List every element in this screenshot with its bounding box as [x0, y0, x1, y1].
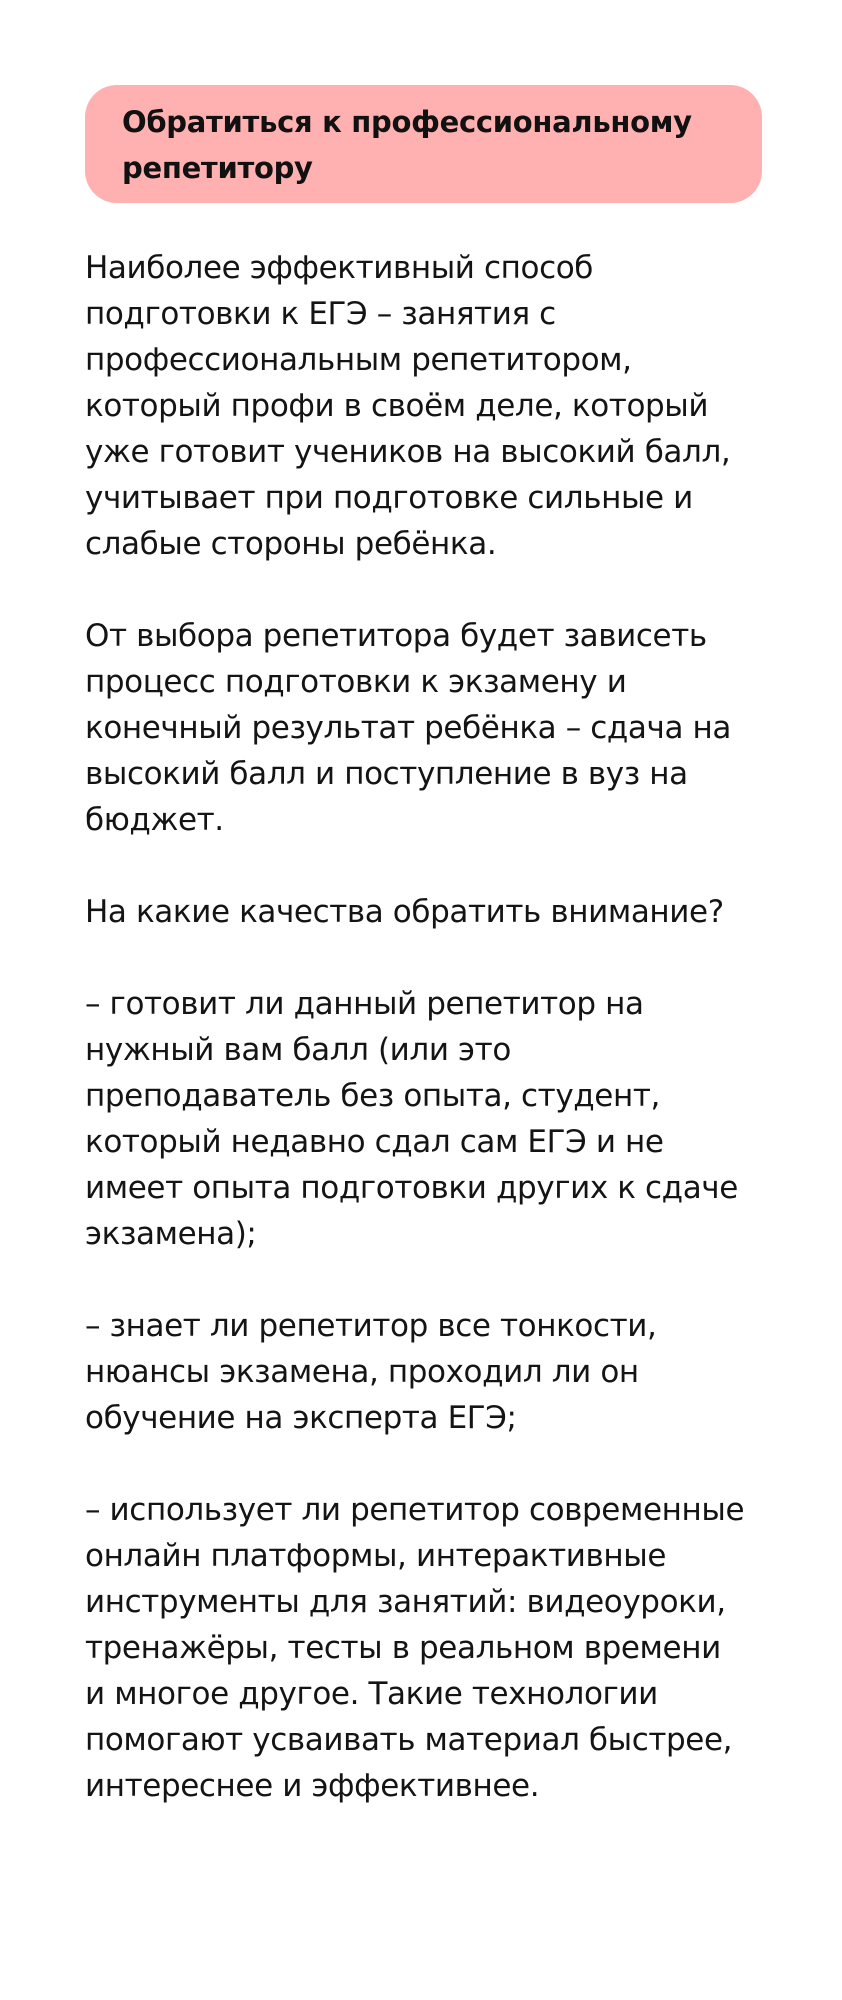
- paragraph-choice: От выбора репетитора будет зависеть процесс подготовки к экзамену и конечный результат ребёнка – сдача на высокий балл и поступление в вуз на бюджет.: [85, 618, 731, 838]
- heading-banner: [85, 85, 762, 203]
- list-item-expertise: – знает ли репетитор все тонкости, нюансы экзамена, проходил ли он обучение на эксперта ЕГЭ;: [85, 1308, 657, 1436]
- list-item-score: – готовит ли данный репетитор на нужный вам балл (или это преподаватель без опыта, студент, который недавно сдал сам ЕГЭ и не имеет опыта подготовки других к сдаче экзамена);: [85, 986, 738, 1252]
- paragraph-question: На какие качества обратить внимание?: [85, 894, 724, 930]
- article-body: [85, 245, 785, 1855]
- list-item-technology: – использует ли репетитор современные онлайн платформы, интерактивные инструменты для занятий: видеоуроки, тренажёры, тесты в реальном времени и многое другое. Такие технологии помогают усваивать материал быстрее, интереснее и эффективнее.: [85, 1492, 745, 1804]
- paragraph-intro: Наиболее эффективный способ подготовки к ЕГЭ – занятия с профессиональным репетитором, который профи в своём деле, который уже готовит учеников на высокий балл, учитывает при подготовке сильные и слабые стороны ребёнка.: [85, 250, 731, 562]
- heading-title: Обратиться к профессиональному репетитору: [122, 105, 692, 185]
